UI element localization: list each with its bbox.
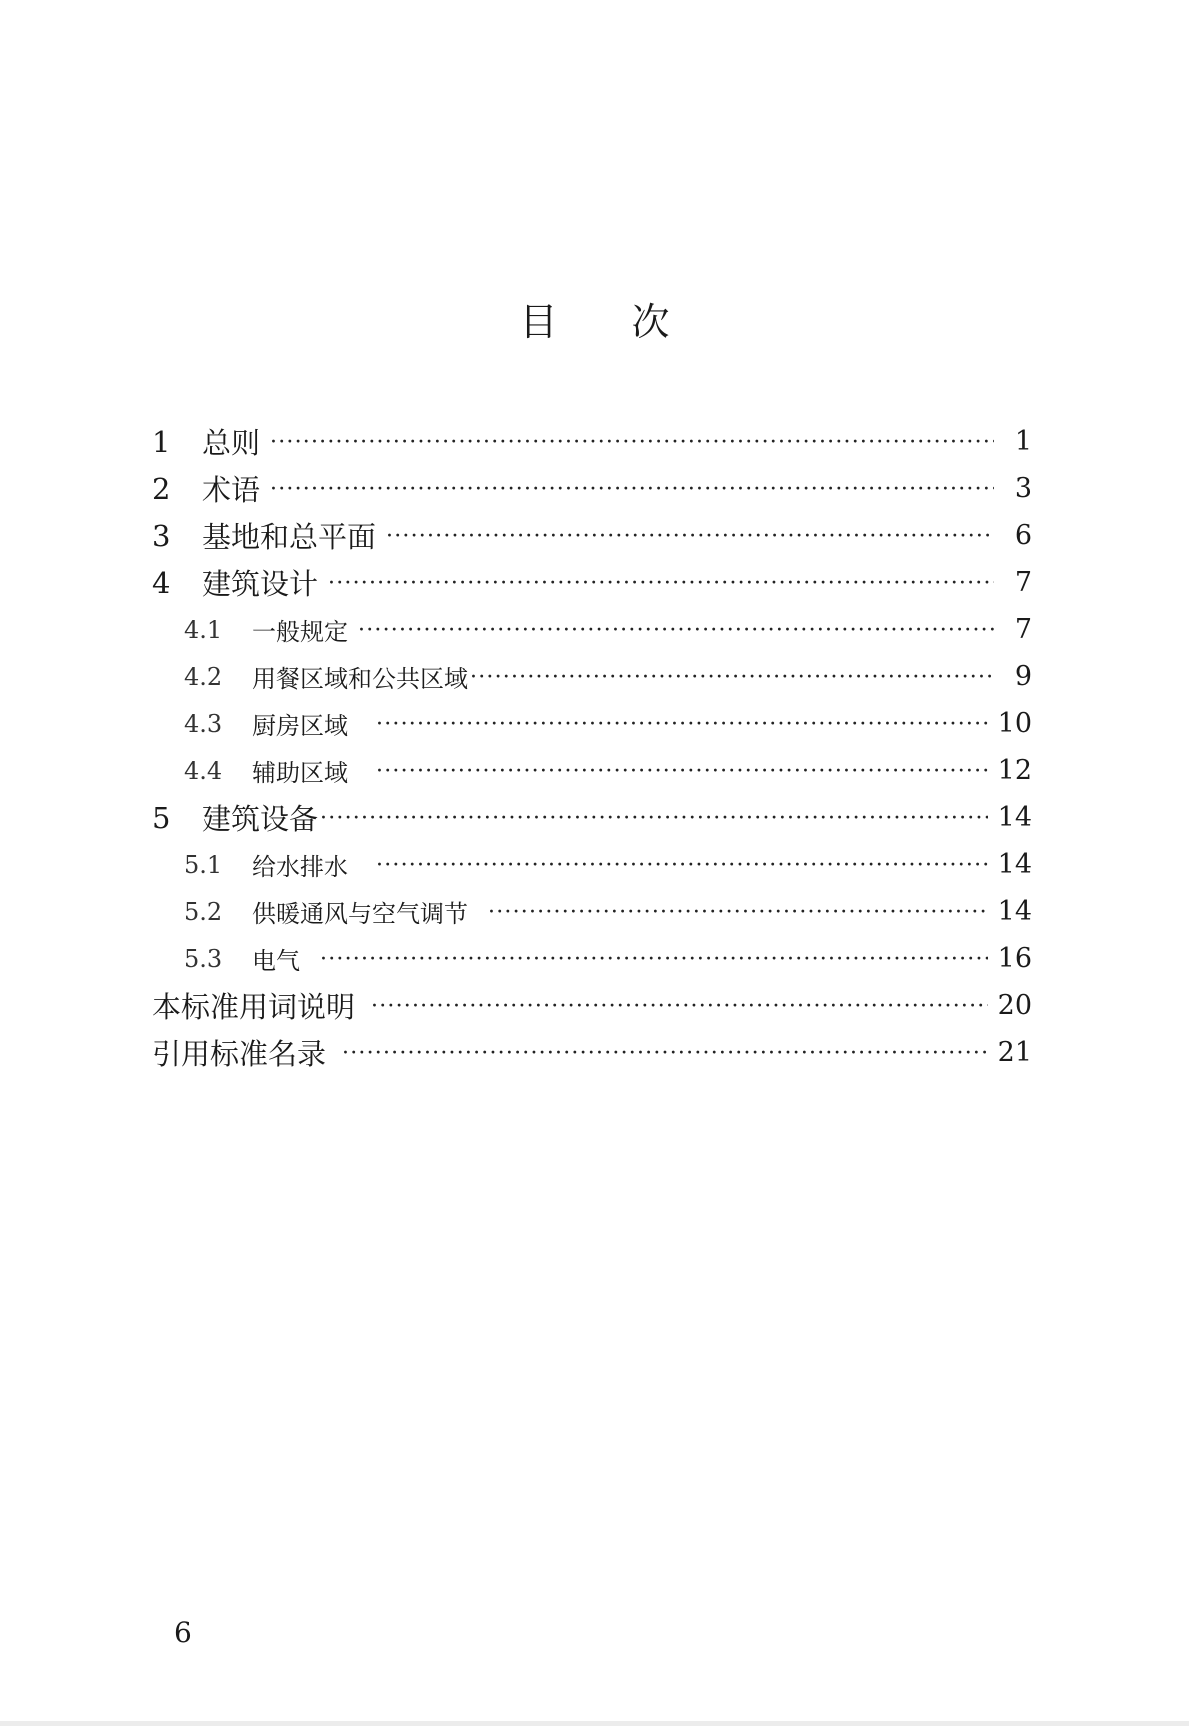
dot-leader <box>386 524 994 549</box>
toc-entry-label: 建筑设计 <box>202 567 319 601</box>
toc-entry-label: 基地和总平面 <box>202 520 377 554</box>
toc-entry-page: 7 <box>1014 614 1032 645</box>
dot-leader <box>371 994 988 1019</box>
toc-entry-page: 12 <box>997 755 1032 786</box>
bottom-edge <box>0 1721 1189 1726</box>
toc-entry-number: 5.1 <box>184 850 223 879</box>
dot-leader <box>270 477 994 502</box>
toc-entry-label: 引用标准名录 <box>152 1037 327 1071</box>
toc-entry-page: 21 <box>997 1037 1032 1068</box>
toc-entry-label: 建筑设备 <box>202 802 319 836</box>
dot-leader <box>320 806 988 831</box>
toc-entry-number: 2 <box>152 471 171 506</box>
dot-leader <box>470 665 994 690</box>
toc-entry-1[interactable] <box>152 418 1032 465</box>
toc-entry-label: 厨房区域 <box>252 712 348 740</box>
toc-entry-number: 4.1 <box>184 615 223 644</box>
toc-entry-page: 20 <box>997 990 1032 1021</box>
toc-entry-label: 电气 <box>252 947 300 975</box>
toc-entry-page: 1 <box>1014 426 1032 457</box>
dot-leader <box>376 759 988 784</box>
toc-entry-number: 5.3 <box>184 944 223 973</box>
toc-entry-2[interactable] <box>152 465 1032 512</box>
table-of-contents <box>152 418 1032 1076</box>
toc-entry-number: 4 <box>152 565 171 600</box>
toc-entry-label: 用餐区域和公共区域 <box>252 665 468 693</box>
toc-entry-label: 供暖通风与空气调节 <box>252 900 468 928</box>
toc-entry-page: 6 <box>1014 520 1032 551</box>
toc-entry-5-3[interactable] <box>152 935 1032 982</box>
toc-title-char-2: 次 <box>631 300 670 344</box>
toc-entry-4[interactable] <box>152 559 1032 606</box>
toc-entry-number: 1 <box>152 424 171 459</box>
toc-entry-terms-explanation[interactable] <box>152 982 1032 1029</box>
toc-entry-label: 一般规定 <box>252 618 348 646</box>
dot-leader <box>342 1041 988 1066</box>
dot-leader <box>320 947 988 972</box>
toc-entry-number: 4.3 <box>184 709 223 738</box>
toc-entry-page: 14 <box>997 896 1032 927</box>
toc-entry-4-4[interactable] <box>152 747 1032 794</box>
page-number: 6 <box>174 1616 192 1649</box>
toc-entry-label: 辅助区域 <box>252 759 348 787</box>
toc-entry-5-1[interactable] <box>152 841 1032 888</box>
toc-entry-page: 9 <box>1014 661 1032 692</box>
dot-leader <box>376 853 988 878</box>
toc-entry-4-1[interactable] <box>152 606 1032 653</box>
toc-entry-number: 5 <box>152 800 171 835</box>
toc-title <box>0 298 1189 346</box>
toc-entry-label: 本标准用词说明 <box>152 990 356 1024</box>
dot-leader <box>328 571 994 596</box>
toc-entry-label: 总则 <box>202 426 261 460</box>
toc-entry-referenced-standards[interactable] <box>152 1029 1032 1076</box>
dot-leader <box>488 900 988 925</box>
toc-entry-page: 10 <box>997 708 1032 739</box>
toc-entry-number: 4.4 <box>184 756 223 785</box>
toc-entry-page: 3 <box>1014 473 1032 504</box>
toc-title-char-1: 目 <box>519 300 558 344</box>
toc-entry-3[interactable] <box>152 512 1032 559</box>
toc-entry-number: 3 <box>152 518 171 553</box>
toc-entry-page: 14 <box>997 849 1032 880</box>
toc-entry-label: 给水排水 <box>252 853 348 881</box>
toc-entry-label: 术语 <box>202 473 261 507</box>
dot-leader <box>358 618 994 643</box>
dot-leader <box>376 712 988 737</box>
toc-entry-5[interactable] <box>152 794 1032 841</box>
toc-entry-number: 4.2 <box>184 662 223 691</box>
toc-entry-page: 14 <box>997 802 1032 833</box>
toc-entry-number: 5.2 <box>184 897 223 926</box>
toc-entry-4-3[interactable] <box>152 700 1032 747</box>
toc-entry-page: 16 <box>997 943 1032 974</box>
toc-entry-5-2[interactable] <box>152 888 1032 935</box>
toc-entry-page: 7 <box>1014 567 1032 598</box>
dot-leader <box>270 430 994 455</box>
toc-entry-4-2[interactable] <box>152 653 1032 700</box>
